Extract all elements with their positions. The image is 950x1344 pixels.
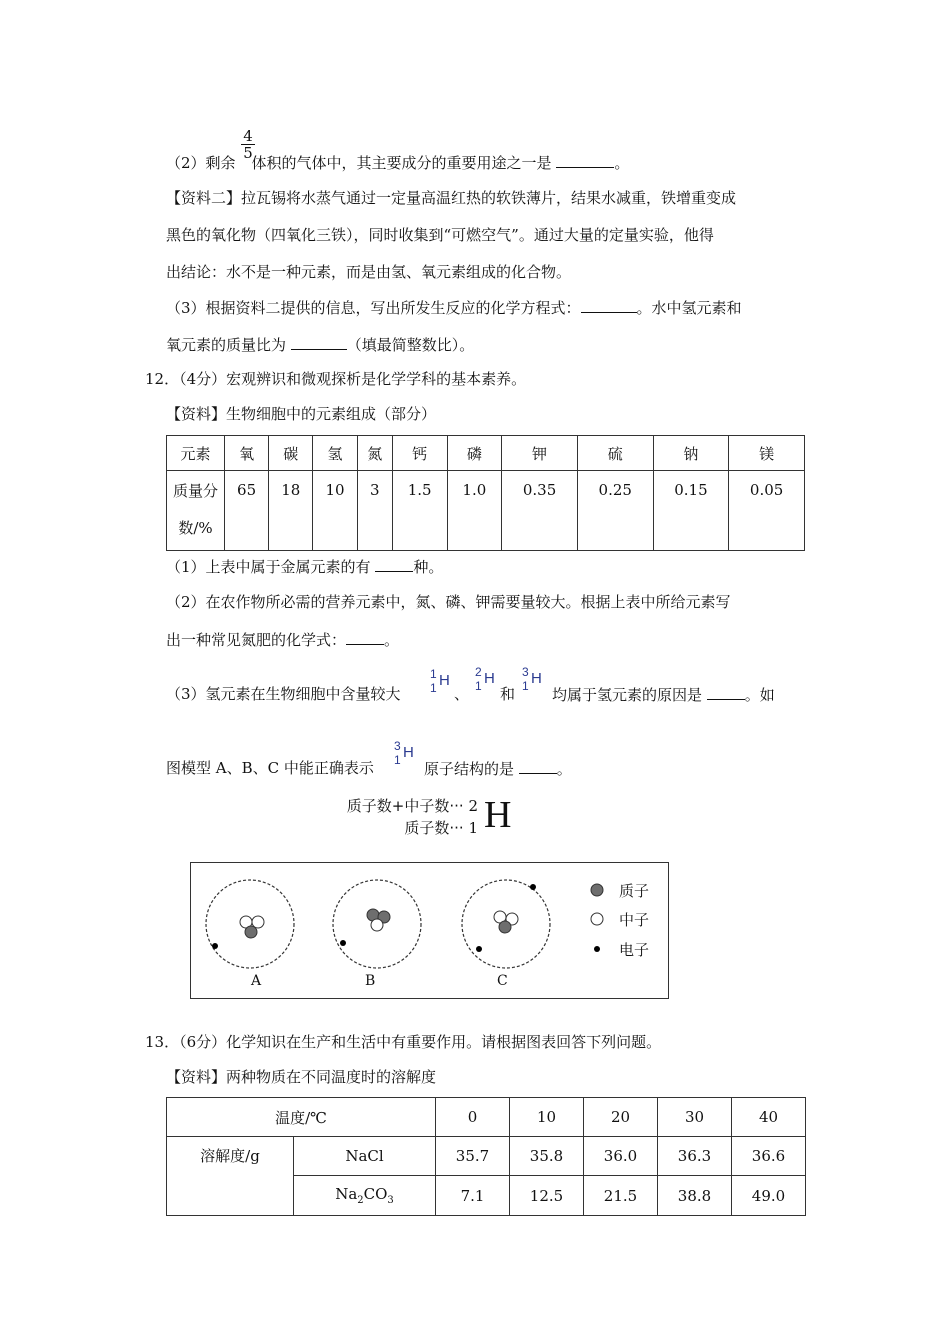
q12-part1 [166,556,443,577]
table-cell: 0.25 [577,471,653,551]
table-cell: 36.6 [732,1137,806,1176]
table-cell: 38.8 [658,1176,732,1216]
q12-part3-reason: 均属于氢元素的原因是 [552,686,703,704]
isotope-number: 1 [475,679,482,693]
atom-model-a [206,880,294,968]
q12-part3-text4 [424,758,572,779]
answer-blank-mass-ratio[interactable] [291,334,347,350]
q12-heading: 12．（4分）宏观辨识和微观探析是化学学科的基本素养。 [145,370,527,388]
answer-blank-use[interactable] [556,152,614,168]
table-cell: 10 [510,1098,584,1137]
q12-part2-line2 [166,629,399,650]
isotope-mass: 3 [394,739,401,753]
fraction-numerator: 4 [243,127,253,145]
legend-neutron-marker [591,913,603,925]
q12-part1-text: （1）上表中属于金属元素的有 [166,558,371,576]
legend-proton-marker [591,884,603,896]
q11-part2-line [166,152,629,173]
table-cell: 钙 [392,436,447,471]
isotope-symbol: H [439,672,450,689]
q12-part2-end: 。 [384,631,400,649]
electron [476,946,482,952]
table-cell: 0 [436,1098,510,1137]
table-header-cell: 溶解度/g [167,1137,294,1216]
isotope-symbol: H [403,744,414,761]
table-cell: 40 [732,1098,806,1137]
row-label-line2: 数/% [178,519,213,537]
proton [245,926,257,938]
answer-blank-metal-count[interactable] [375,556,413,572]
q12-part3-structure: 原子结构的是 [424,760,515,778]
q12-part3-text3: 图模型 A、B、C 中能正确表示 [166,759,374,777]
neutron [371,919,383,931]
isotope-symbol: H [484,670,495,687]
table-cell: 碳 [269,436,313,471]
table-cell: 49.0 [732,1176,806,1216]
table-cell: 21.5 [584,1176,658,1216]
notation-bottom: 质子数··· 1 [404,819,478,837]
table-cell: 30 [658,1098,732,1137]
atom-model-c [462,880,550,968]
isotope-number: 1 [430,681,437,695]
q12-material-title: 【资料】生物细胞中的元素组成（部分） [166,405,437,423]
isotope-mass: 1 [430,667,437,681]
table-cell: 12.5 [510,1176,584,1216]
answer-blank-model[interactable] [519,758,557,774]
q11-part3-text4: （填最简整数比）。 [346,336,475,354]
table-cell: 7.1 [436,1176,510,1216]
table-cell: 磷 [447,436,502,471]
table-cell: $Na_2CO_3$ [294,1176,436,1216]
electron [530,884,536,890]
table-row [167,1098,806,1137]
table-cell: 1.5 [392,471,447,551]
electron [212,943,218,949]
legend-neutron-label: 中子 [619,911,650,929]
isotope-notation-legend [320,795,478,839]
q11-part2-text: 体积的气体中，其主要成分的重要用途之一是 [251,154,552,172]
table-cell: 氢 [313,436,357,471]
separator: 、 [454,685,470,703]
table-cell: 0.05 [729,471,805,551]
fraction-denominator: 5 [241,144,255,161]
table-cell: 0.35 [502,471,578,551]
table-cell: 镁 [729,436,805,471]
table-cell: 氧 [225,436,269,471]
isotope-mass: 3 [522,665,529,679]
model-label-b: B [365,973,376,989]
table-cell: 36.0 [584,1137,658,1176]
table-cell: 20 [584,1098,658,1137]
atom-model-diagram [190,862,669,999]
table-header-cell: 元素 [167,436,225,471]
table-row [167,1137,806,1176]
q11-part3-line2 [166,334,474,355]
q12-part3-end: 。如 [744,686,775,704]
table-cell: 钠 [653,436,729,471]
model-label-a: A [251,973,262,989]
answer-blank-reason[interactable] [707,684,745,700]
q11-part3-line1 [166,297,742,318]
q13-material-title: 【资料】两种物质在不同温度时的溶解度 [166,1068,437,1086]
table-cell: 18 [269,471,313,551]
q13-heading: 13．（6分）化学知识在生产和生活中有重要作用。请根据图表回答下列问题。 [145,1033,662,1051]
table-cell: 钾 [502,436,578,471]
material2-line1: 【资料二】拉瓦锡将水蒸气通过一定量高温红热的软铁薄片，结果水减重，铁增重变成 [166,189,737,207]
q12-part2-text: 出一种常见氮肥的化学式： [166,631,347,649]
legend-electron-marker [594,946,600,952]
table-cell: 35.8 [510,1137,584,1176]
table-cell: 3 [357,471,392,551]
table-cell: 36.3 [658,1137,732,1176]
table-cell: 1.0 [447,471,502,551]
isotope-symbol: H [531,670,542,687]
legend-proton-label: 质子 [619,882,650,900]
material2-line2: 黑色的氧化物（四氧化三铁），同时收集到“可燃空气”。通过大量的定量实验，他得 [166,226,714,244]
q11-part3-text1: （3）根据资料二提供的信息，写出所发生反应的化学方程式： [166,299,581,317]
table-header-cell: 温度/℃ [167,1098,436,1137]
table-header-cell [167,471,225,551]
q11-part2-end: 。 [614,154,630,172]
q12-part3-end2: 。 [556,760,572,778]
proton [499,921,511,933]
isotope-number: 1 [522,679,529,693]
answer-blank-fertilizer[interactable] [346,629,384,645]
legend-electron-label: 电子 [619,941,650,959]
isotope-number: 1 [394,753,401,767]
material2-line3: 出结论：水不是一种元素，而是由氢、氧元素组成的化合物。 [166,263,572,281]
q11-part3-text3: 氧元素的质量比为 [166,336,287,354]
q12-part1-end: 种。 [413,558,444,576]
notation-top: 质子数+中子数··· 2 [346,797,478,815]
solubility-table [166,1097,806,1216]
row-label-line1: 质量分 [172,482,218,500]
q12-part3-text1: （3）氢元素在生物细胞中含量较大 [166,685,401,703]
element-composition-table [166,435,805,551]
q11-part2-prefix: （2）剩余 [166,154,236,172]
atom-models-svg [191,863,668,998]
answer-blank-equation[interactable] [581,297,637,313]
table-cell: 0.15 [653,471,729,551]
electron [340,940,346,946]
table-row [167,471,805,551]
table-cell: 硫 [577,436,653,471]
table-row [167,436,805,471]
notation-symbol: H [484,794,512,836]
q12-part3-text2 [552,684,775,705]
table-cell: NaCl [294,1137,436,1176]
q12-part2-line1: （2）在农作物所必需的营养元素中，氮、磷、钾需要量较大。根据上表中所给元素写 [166,593,731,611]
isotope-mass: 2 [475,665,482,679]
table-cell: 65 [225,471,269,551]
table-cell: 35.7 [436,1137,510,1176]
table-cell: 10 [313,471,357,551]
model-label-c: C [497,973,508,989]
table-cell: 氮 [357,436,392,471]
q11-part3-text2: 。水中氢元素和 [636,299,742,317]
separator: 和 [500,685,516,703]
atom-model-b [333,880,421,968]
